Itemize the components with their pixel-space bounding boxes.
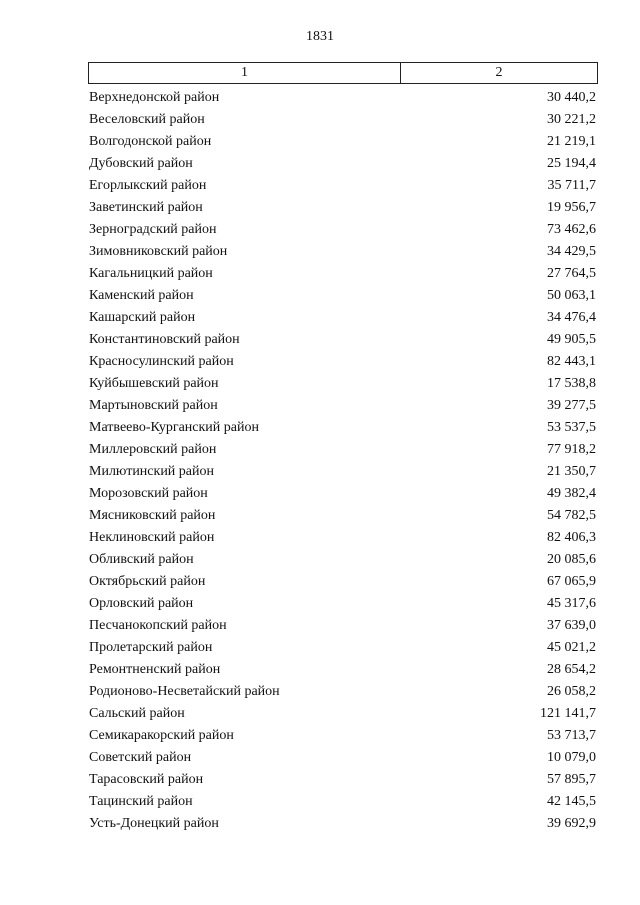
district-name: Заветинский район xyxy=(89,200,203,215)
table-row xyxy=(88,417,598,439)
district-value: 77 918,2 xyxy=(547,442,596,457)
district-value: 10 079,0 xyxy=(547,750,596,765)
district-name: Красносулинский район xyxy=(89,354,234,369)
table-row xyxy=(88,87,598,109)
district-name: Родионово-Несветайский район xyxy=(89,684,280,699)
table-row xyxy=(88,175,598,197)
district-value: 53 537,5 xyxy=(547,420,596,435)
table-row xyxy=(88,461,598,483)
district-value: 49 905,5 xyxy=(547,332,596,347)
table-row xyxy=(88,681,598,703)
table-row xyxy=(88,395,598,417)
district-value: 42 145,5 xyxy=(547,794,596,809)
district-value: 67 065,9 xyxy=(547,574,596,589)
table-row xyxy=(88,219,598,241)
header-column-1: 1 xyxy=(89,63,401,83)
header-column-2: 2 xyxy=(495,65,503,80)
district-name: Морозовский район xyxy=(89,486,208,501)
district-value: 21 350,7 xyxy=(547,464,596,479)
table-row xyxy=(88,285,598,307)
district-name: Волгодонской район xyxy=(89,134,212,149)
district-value: 73 462,6 xyxy=(547,222,596,237)
district-value: 53 713,7 xyxy=(547,728,596,743)
district-name: Милютинский район xyxy=(89,464,215,479)
table-row xyxy=(88,813,598,835)
table-row xyxy=(88,439,598,461)
district-name: Тацинский район xyxy=(89,794,193,809)
district-name: Зерноградский район xyxy=(89,222,217,237)
table-row xyxy=(88,483,598,505)
district-value: 26 058,2 xyxy=(547,684,596,699)
district-value: 45 317,6 xyxy=(547,596,596,611)
district-name: Кагальницкий район xyxy=(89,266,213,281)
district-name: Советский район xyxy=(89,750,192,765)
district-value: 20 085,6 xyxy=(547,552,596,567)
district-value: 35 711,7 xyxy=(547,178,596,193)
district-name: Мартыновский район xyxy=(89,398,218,413)
district-name: Дубовский район xyxy=(89,156,193,171)
district-name: Семикаракорский район xyxy=(89,728,234,743)
district-value: 39 277,5 xyxy=(547,398,596,413)
district-name: Тарасовский район xyxy=(89,772,204,787)
district-name: Миллеровский район xyxy=(89,442,217,457)
district-value: 30 221,2 xyxy=(547,112,596,127)
district-value: 82 406,3 xyxy=(547,530,596,545)
district-value: 82 443,1 xyxy=(547,354,596,369)
district-value: 39 692,9 xyxy=(547,816,596,831)
district-value: 17 538,8 xyxy=(547,376,596,391)
district-name: Орловский район xyxy=(89,596,194,611)
district-name: Песчанокопский район xyxy=(89,618,227,633)
district-name: Константиновский район xyxy=(89,332,240,347)
district-value: 27 764,5 xyxy=(547,266,596,281)
district-name: Куйбышевский район xyxy=(89,376,219,391)
district-value: 54 782,5 xyxy=(547,508,596,523)
district-value: 21 219,1 xyxy=(547,134,596,149)
district-value: 57 895,7 xyxy=(547,772,596,787)
district-value: 28 654,2 xyxy=(547,662,596,677)
table-row xyxy=(88,351,598,373)
district-name: Усть-Донецкий район xyxy=(89,816,219,831)
district-value: 49 382,4 xyxy=(547,486,596,501)
district-value: 34 429,5 xyxy=(547,244,596,259)
table-row xyxy=(88,131,598,153)
district-value: 34 476,4 xyxy=(547,310,596,325)
district-name: Верхнедонской район xyxy=(89,90,220,105)
table-row xyxy=(88,593,598,615)
table-row xyxy=(88,373,598,395)
district-name: Ремонтненский район xyxy=(89,662,221,677)
table-row xyxy=(88,659,598,681)
district-name: Матвеево-Курганский район xyxy=(89,420,259,435)
district-name: Пролетарский район xyxy=(89,640,213,655)
page-number: 1831 xyxy=(306,29,334,44)
district-name: Егорлыкский район xyxy=(89,178,207,193)
table-row xyxy=(88,241,598,263)
table-row xyxy=(88,109,598,131)
district-name: Сальский район xyxy=(89,706,185,721)
district-value: 50 063,1 xyxy=(547,288,596,303)
table-row xyxy=(88,725,598,747)
table-row xyxy=(88,263,598,285)
district-value: 30 440,2 xyxy=(547,90,596,105)
table-row xyxy=(88,197,598,219)
table-row xyxy=(88,637,598,659)
table-header xyxy=(88,62,598,84)
district-value: 25 194,4 xyxy=(547,156,596,171)
table-body xyxy=(88,87,598,835)
district-name: Неклиновский район xyxy=(89,530,215,545)
table-row xyxy=(88,307,598,329)
table-row xyxy=(88,791,598,813)
district-name: Мясниковский район xyxy=(89,508,216,523)
district-name: Каменский район xyxy=(89,288,194,303)
table-row xyxy=(88,747,598,769)
district-name: Веселовский район xyxy=(89,112,205,127)
table-row xyxy=(88,505,598,527)
district-table xyxy=(88,62,598,835)
district-value: 45 021,2 xyxy=(547,640,596,655)
table-row xyxy=(88,769,598,791)
district-value: 19 956,7 xyxy=(547,200,596,215)
table-row xyxy=(88,329,598,351)
district-name: Зимовниковский район xyxy=(89,244,228,259)
district-name: Обливский район xyxy=(89,552,194,567)
district-value: 37 639,0 xyxy=(547,618,596,633)
district-name: Октябрьский район xyxy=(89,574,206,589)
table-row xyxy=(88,527,598,549)
table-row xyxy=(88,153,598,175)
district-value: 121 141,7 xyxy=(540,706,596,721)
table-row xyxy=(88,703,598,725)
table-row xyxy=(88,549,598,571)
district-name: Кашарский район xyxy=(89,310,196,325)
table-row xyxy=(88,571,598,593)
table-row xyxy=(88,615,598,637)
